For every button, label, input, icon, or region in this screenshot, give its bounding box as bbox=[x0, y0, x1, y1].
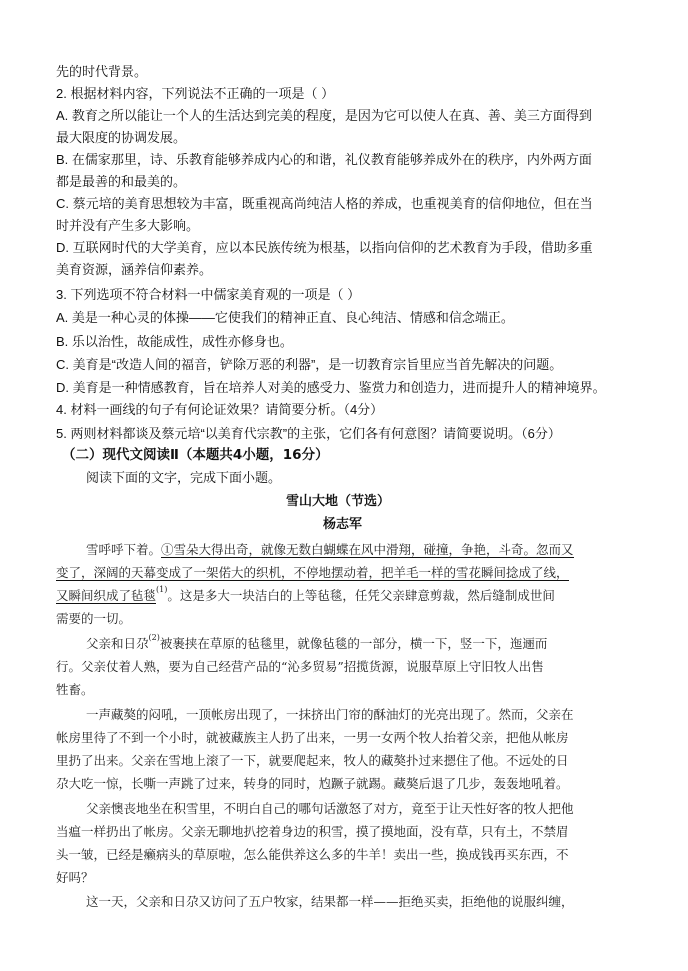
option-2d: D. 互联网时代的大学美育，应以本民族传统为根基，以指向信仰的艺术教育为手段，借助多重 bbox=[56, 240, 593, 255]
underlined-sentence: ①雪朵大得出奇，就像无数白蝴蝶在风中滑翔，碰撞，争艳，斗奇。忽而又 bbox=[161, 542, 574, 557]
passage-author: 杨志军 bbox=[323, 517, 363, 532]
question-4: 4. 材料一画线的句子有何论证效果？请简要分析。（4分） bbox=[56, 402, 384, 417]
paragraph-line: 牲畜。 bbox=[56, 682, 94, 697]
option-2c: C. 蔡元培的美育思想较为丰富，既重视高尚纯洁人格的养成，也重视美育的信仰地位，但在当 bbox=[56, 196, 593, 211]
footnote-marker: (1) bbox=[156, 585, 168, 594]
paragraph-line: 尕大吃一惊，长嘶一声跳了过来，转身的同时，尥蹶子就踢。藏獒后退了几步，轰轰地吼着。 bbox=[56, 776, 569, 791]
paragraph-line: 需要的一切。 bbox=[56, 611, 132, 626]
option-3c: C. 美育是“改造人间的福音，铲除万恶的利器”，是一切教育宗旨里应当首先解决的问题。 bbox=[56, 357, 563, 372]
option-3a: A. 美是一种心灵的体操——它使我们的精神正直、良心纯洁、情感和信念端正。 bbox=[56, 310, 514, 325]
paragraph-line: 一声藏獒的闷吼，一顶帐房出现了，一抹挤出门帘的酥油灯的光亮出现了。然而，父亲在 bbox=[86, 707, 574, 722]
paragraph-line bbox=[56, 585, 555, 607]
option-2a: A. 教育之所以能让一个人的生活达到完美的程度，是因为它可以使人在真、善、美三方面得到 bbox=[56, 108, 592, 123]
option-3b: B. 乐以治性，故能成性，成性亦修身也。 bbox=[56, 334, 293, 349]
footnote-marker: (2) bbox=[148, 633, 160, 642]
underlined-sentence: 变了，深阔的天幕变成了一架偌大的织机，不停地摆动着，把羊毛一样的雪花瞬间捻成了线， bbox=[56, 565, 569, 580]
question-5: 5. 两则材料都谈及蔡元培“以美育代宗教”的主张，它们各有何意图？请简要说明。（6分） bbox=[56, 426, 561, 441]
plain-text: 。这是多大一块洁白的上等毡毯，任凭父亲肆意剪裁，然后缝制成世间 bbox=[167, 588, 555, 603]
paragraph-line bbox=[86, 633, 547, 655]
paragraph-line: 当瘟一样扔出了帐房。父亲无聊地扒挖着身边的积雪，摸了摸地面，没有草，只有土，不禁眉 bbox=[56, 824, 569, 839]
paragraph-line: 头一皱，已经是癞病头的草原啦，怎么能供养这么多的牛羊！卖出一些，换成钱再买东西，不 bbox=[56, 847, 569, 862]
paragraph-line: 帐房里待了不到一个小时，就被藏族主人扔了出来，一男一女两个牧人抬着父亲，把他从帐房 bbox=[56, 730, 569, 745]
paragraph-line bbox=[56, 562, 569, 584]
plain-text: 被裹挟在草原的毡毯里，就像毡毯的一部分，横一下，竖一下，迤逦而 bbox=[159, 636, 548, 651]
paragraph-line: 里扔了出来。父亲在雪地上滚了一下，就要爬起来，牧人的藏獒扑过来摁住了他。不远处的日 bbox=[56, 753, 569, 768]
paragraph-line: 行。父亲仗着人熟，要为自己经营产品的“沁多贸易”招揽货源，说服草原上守旧牧人出售 bbox=[56, 659, 544, 674]
passage-title: 雪山大地（节选） bbox=[286, 494, 391, 509]
option-2b-cont: 都是最善的和最美的。 bbox=[56, 174, 187, 189]
section-heading: （二）现代文阅读Ⅱ（本题共4小题，16分） bbox=[62, 447, 329, 463]
option-3d: D. 美育是一种情感教育，旨在培养人对美的感受力、鉴赏力和创造力，进而提升人的精神境界。 bbox=[56, 380, 606, 395]
text-line: 先的时代背景。 bbox=[56, 64, 148, 79]
option-2d-cont: 美育资源，涵养信仰素养。 bbox=[56, 262, 213, 277]
paragraph-line: 这一天，父亲和日尕又访问了五户牧家，结果都一样——拒绝买卖，拒绝他的说服纠缠， bbox=[86, 894, 574, 909]
plain-text: 雪呼呼下着。 bbox=[86, 542, 162, 557]
paragraph-line: 父亲懊丧地坐在积雪里，不明白自己的哪句话激怒了对方，竟至于让天性好客的牧人把他 bbox=[86, 801, 574, 816]
question-3: 3. 下列选项不符合材料一中儒家美育观的一项是（ ） bbox=[56, 287, 361, 302]
plain-text: 父亲和日尕 bbox=[86, 636, 149, 651]
option-2b: B. 在儒家那里，诗、乐教育能够养成内心的和谐，礼仪教育能够养成外在的秩序，内外两方面 bbox=[56, 152, 592, 167]
option-2a-cont: 最大限度的协调发展。 bbox=[56, 130, 187, 145]
question-2: 2. 根据材料内容，下列说法不正确的一项是（ ） bbox=[56, 86, 335, 101]
instruction: 阅读下面的文字，完成下面小题。 bbox=[86, 470, 282, 485]
underlined-sentence: 又瞬间织成了毡毯 bbox=[56, 588, 157, 603]
paragraph-line bbox=[86, 539, 574, 561]
option-2c-cont: 时并没有产生多大影响。 bbox=[56, 218, 200, 233]
paragraph-line: 好吗？ bbox=[56, 870, 94, 885]
